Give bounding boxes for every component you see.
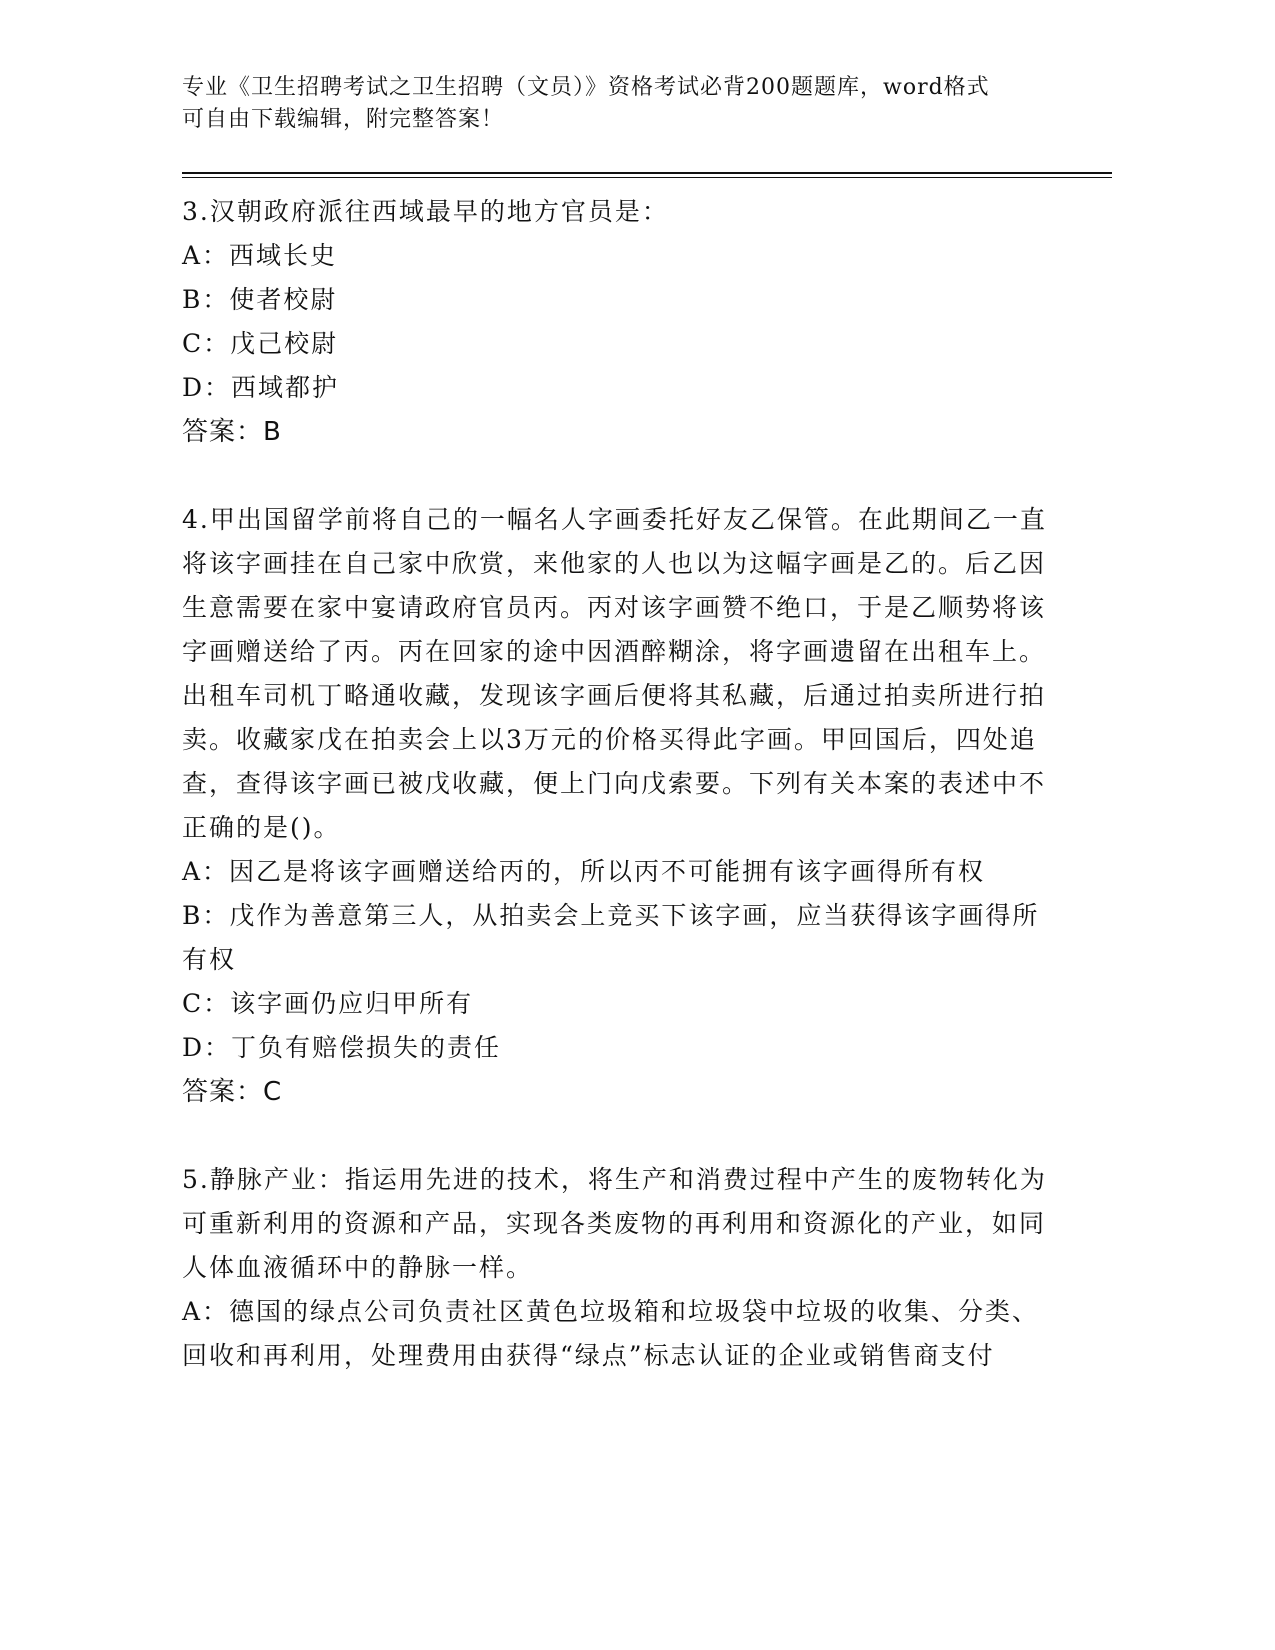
option-d: D：丁负有赔偿损失的责任 — [182, 1033, 502, 1062]
option-a: A：因乙是将该字画赠送给丙的，所以丙不可能拥有该字画得所有权 — [182, 857, 986, 886]
option-c: C：该字画仍应归甲所有 — [182, 989, 474, 1018]
question-text: 5.静脉产业：指运用先进的技术，将生产和消费过程中产生的废物转化为可重新利用的资源和产品，实现各类废物的再利用和资源化的产业，如同人体血液循环中的静脉一样。 — [182, 1165, 1047, 1282]
question-5 — [182, 1158, 1062, 1378]
question-text: 3.汉朝政府派往西域最早的地方官员是： — [182, 197, 669, 226]
option-d: D：西域都护 — [182, 373, 340, 402]
option-c: C：戊己校尉 — [182, 329, 339, 358]
document-header — [182, 72, 1062, 136]
answer-line: 答案：C — [182, 1077, 283, 1107]
question-4 — [182, 498, 1062, 1114]
header-line-1: 专业《卫生招聘考试之卫生招聘（文员）》资格考试必背200题题库，word格式 — [182, 75, 990, 100]
header-divider-thick — [182, 172, 1112, 174]
question-text: 4.甲出国留学前将自己的一幅名人字画委托好友乙保管。在此期间乙一直将该字画挂在自己家中欣赏，来他家的人也以为这幅字画是乙的。后乙因生意需要在家中宴请政府官员丙。丙对该字画赞不绝口，于是乙顺势将该字画赠送给了丙。丙在回家的途中因酒醉糊涂，将字画遗留在出租车上。出租车司机丁略通收藏，发现该字画后便将其私藏，后通过拍卖所进行拍卖。收藏家戊在拍卖会上以3万元的价格买得此字画。甲回国后，四处追查，查得该字画已被戊收藏，便上门向戊索要。下列有关本案的表述中不正确的是()。 — [182, 505, 1047, 842]
question-3 — [182, 190, 1062, 454]
header-line-2: 可自由下载编辑，附完整答案！ — [182, 107, 505, 132]
option-a: A：德国的绿点公司负责社区黄色垃圾箱和垃圾袋中垃圾的收集、分类、回收和再利用，处理费用由获得“绿点”标志认证的企业或销售商支付 — [182, 1297, 1040, 1370]
option-a: A：西域长史 — [182, 241, 338, 270]
option-b: B：戊作为善意第三人，从拍卖会上竞买下该字画，应当获得该字画得所有权 — [182, 901, 1040, 974]
question-list — [182, 190, 1062, 1378]
answer-line: 答案：B — [182, 417, 282, 447]
option-b: B：使者校尉 — [182, 285, 338, 314]
header-divider-thin — [182, 177, 1112, 178]
